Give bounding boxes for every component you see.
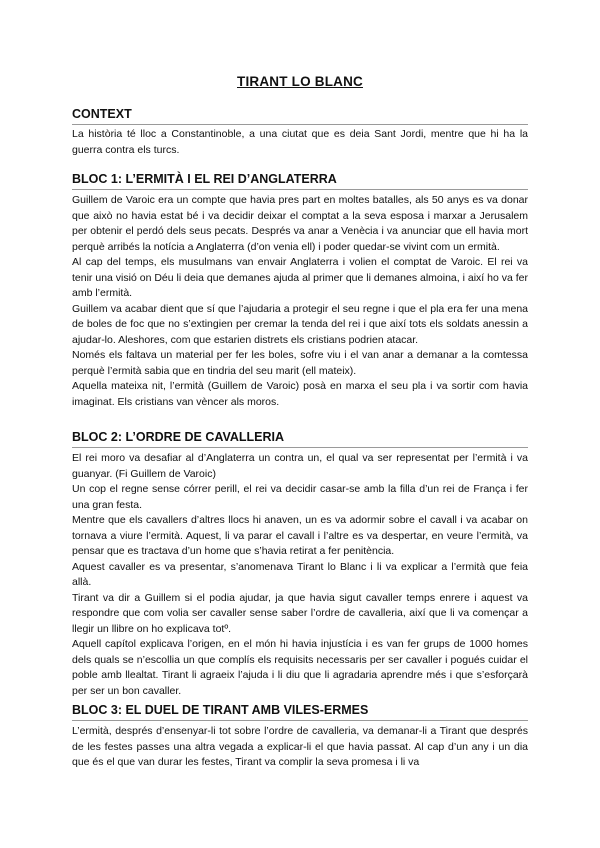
section-body-bloc-1 [72,193,528,410]
paragraph: La història té lloc a Constantinoble, a una ciutat que es deia Sant Jordi, mentre que hi ha la guerra contra els turcs. [72,128,528,156]
section-heading-context: CONTEXT [72,107,528,125]
section-body-bloc-2 [72,451,528,699]
section-heading-bloc-1: BLOC 1: L’ERMITÀ I EL REI D’ANGLATERRA [72,172,528,190]
paragraph: Guillem va acabar dient que sí que l’ajudaria a protegir el seu regne i que el pla era fer una mena de boles de foc que no s’extingien per cremar la tenda del rei i que així tots els soldats anessin a ajudar-lo. Aleshores, com que estarien distrets els cristians podrien atacar. [72,302,528,346]
section-body-context [72,127,528,158]
paragraph: Un cop el regne sense córrer perill, el rei va decidir casar-se amb la filla d’un rei de França i fer una gran festa. [72,483,528,511]
paragraph: Aquell capítol explicava l’origen, en el món hi havia injustícia i es van fer grups de 1000 homes dels quals se n’escollia un que complís els requisits necessaris per ser cavaller i pogués cuidar el poble amb llealtat. Tirant li agraeix l’ajuda i li diu que li agradaria aprendre més i que s’esforçarà per ser un bon cavaller. [72,638,528,697]
paragraph: El rei moro va desafiar al d’Anglaterra un contra un, el qual va ser representat per l’ermità i va guanyar. (Fi Guillem de Varoic) [72,452,528,480]
paragraph: Aquella mateixa nit, l’ermità (Guillem de Varoic) posà en marxa el seu pla i va sortir com havia imaginat. Els cristians van vèncer als moros. [72,380,528,408]
paragraph: Al cap del temps, els musulmans van envair Anglaterra i volien el comptat de Varoic. El rei va tenir una visió on Déu li deia que demanes ajuda al primer que li demanes almoina, i així ho va fer amb l’ermità. [72,256,528,299]
paragraph: Tirant va dir a Guillem si el podia ajudar, ja que havia sigut cavaller temps enrere i aquest va respondre que com volia ser cavaller sense saber l’ordre de cavalleria, així que li va començar a llegir un llibre on ho explicava totº. [72,591,528,635]
paragraph: Només els faltava un material per fer les boles, sofre viu i el van anar a demanar a la comtessa perquè l’ermità sabia que en tindria del seu marit (ell mateix). [72,349,528,377]
paragraph: Guillem de Varoic era un compte que havia pres part en moltes batalles, als 50 anys es va donar que això no havia estat bé i va decidir deixar el comptat a la seva esposa i marxar a Jerusalem per obtenir el perdó dels seus pecats. Després va anar a Venècia i va anunciar que ell havia mort perquè arribés la notícia a Anglaterra (d’on venia ell) i poder quedar-se vivint com un ermità. [72,194,528,253]
section-heading-bloc-3: BLOC 3: EL DUEL DE TIRANT AMB VILES-ERMES [72,703,528,721]
paragraph: Aquest cavaller es va presentar, s’anomenava Tirant lo Blanc i li va explicar a l’ermità que feia allà. [72,560,528,588]
section-body-bloc-3 [72,724,528,771]
section-heading-bloc-2: BLOC 2: L’ORDRE DE CAVALLERIA [72,430,528,448]
paragraph: L’ermità, després d’ensenyar-li tot sobre l’ordre de cavalleria, va demanar-li a Tirant que després de les festes passes una altra vegada a explicar-li el que havia passat. Al cap d’un any i un dia que és el que van durar les festes, Tirant va complir la seva promesa i li va [72,725,528,768]
paragraph: Mentre que els cavallers d’altres llocs hi anaven, un es va adormir sobre el cavall i va acabar on tornava a viure l’ermità. Aquest, li va parar el cavall i l’altre es va despertar, en veure l’ermità, va pensar que es tractava d’un home que s’havia retirat a fer penitència. [72,514,528,557]
document-title: TIRANT LO BLANC [237,74,363,89]
